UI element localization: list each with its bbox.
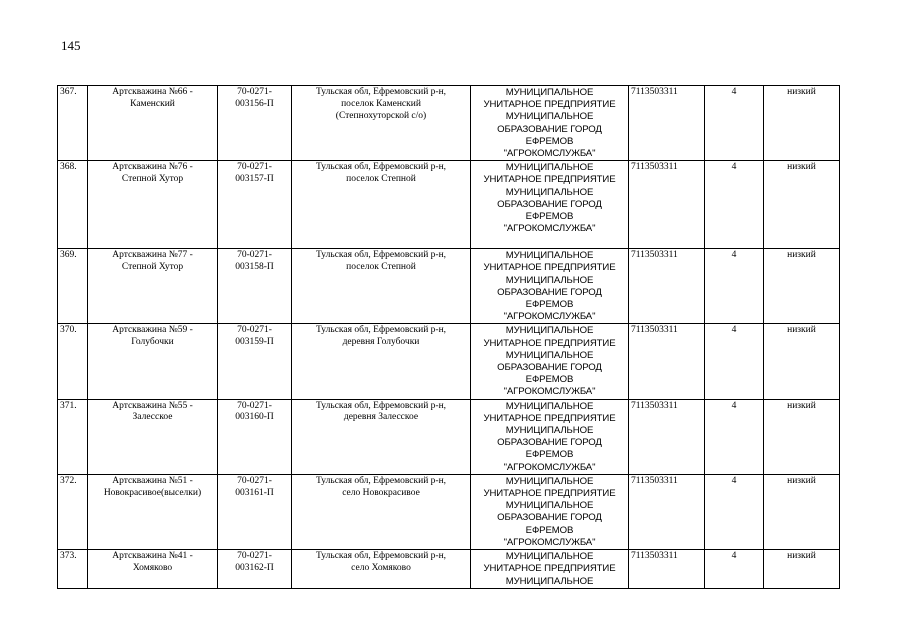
table-row [58, 161, 840, 249]
object-code-cell-line: 70-0271- [237, 87, 272, 97]
object-code-cell-line: 70-0271- [237, 162, 272, 173]
address-cell-line: Тульская обл, Ефремовский р-н, [315, 475, 447, 486]
object-name-cell-line: Артскважина №76 - [112, 162, 193, 173]
category-cell: 4 [705, 550, 764, 589]
object-code-cell-line: 70-0271- [237, 551, 272, 562]
organization-cell-line: МУНИЦИПАЛЬНОЕ [505, 162, 594, 174]
object-code-cell [218, 86, 292, 161]
organization-cell-line: ЕФРЕМОВ [525, 374, 574, 386]
organization-cell [471, 161, 629, 249]
organization-cell-line: ОБРАЗОВАНИЕ ГОРОД [497, 437, 602, 449]
inn-cell: 7113503311 [629, 161, 705, 249]
object-name-cell [88, 324, 218, 399]
category-cell: 4 [705, 249, 764, 324]
object-code-cell [218, 550, 292, 589]
object-name-cell-line: Артскважина №51 - [112, 475, 193, 486]
organization-cell-line: ЕФРЕМОВ [525, 449, 574, 461]
organization-cell-line: ОБРАЗОВАНИЕ ГОРОД [497, 123, 602, 135]
organization-cell-line: "АГРОКОМСЛУЖБА" [503, 386, 596, 398]
risk-level-cell: низкий [764, 249, 840, 324]
object-code-cell-line: 70-0271- [237, 400, 272, 411]
organization-cell [471, 249, 629, 324]
organization-cell-line: ЕФРЕМОВ [525, 524, 574, 536]
object-code-cell-line: 70-0271- [237, 325, 272, 336]
organization-cell-line: МУНИЦИПАЛЬНОЕ [505, 325, 594, 337]
table-row [58, 86, 840, 161]
table-row [58, 324, 840, 399]
registry-body [58, 86, 840, 589]
organization-cell-line: МУНИЦИПАЛЬНОЕ [505, 500, 594, 512]
row-number-cell: 373. [58, 550, 88, 589]
risk-level-cell: низкий [764, 399, 840, 474]
object-name-cell-line: Степной Хутор [121, 174, 184, 185]
address-cell [292, 324, 471, 399]
address-cell-line: село Хомяково [351, 562, 411, 573]
organization-cell-line: МУНИЦИПАЛЬНОЕ [505, 87, 594, 98]
organization-cell-line: УНИТАРНОЕ ПРЕДПРИЯТИЕ [483, 412, 616, 424]
object-name-cell-line: Артскважина №77 - [112, 250, 193, 261]
row-number-cell: 369. [58, 249, 88, 324]
inn-cell: 7113503311 [629, 324, 705, 399]
row-number-cell: 368. [58, 161, 88, 249]
address-cell-line: Тульская обл, Ефремовский р-н, [315, 87, 447, 97]
organization-cell-line: МУНИЦИПАЛЬНОЕ [505, 400, 594, 412]
organization-cell-line: МУНИЦИПАЛЬНОЕ [505, 274, 594, 286]
address-cell-line: поселок Степной [346, 174, 416, 185]
organization-cell-line: ЕФРЕМОВ [525, 135, 574, 147]
inn-cell: 7113503311 [629, 86, 705, 161]
organization-cell-line: ЕФРЕМОВ [525, 211, 574, 223]
address-cell-line: Тульская обл, Ефремовский р-н, [315, 325, 447, 336]
organization-cell-line: МУНИЦИПАЛЬНОЕ [505, 186, 594, 198]
address-cell-line: деревня Залесское [343, 412, 419, 423]
object-name-cell-line: Артскважина №41 - [112, 551, 193, 562]
organization-cell-line: "АГРОКОМСЛУЖБА" [503, 148, 596, 160]
organization-cell-line: УНИТАРНОЕ ПРЕДПРИЯТИЕ [483, 337, 616, 349]
object-code-cell-line: 70-0271- [237, 250, 272, 261]
organization-cell-line: УНИТАРНОЕ ПРЕДПРИЯТИЕ [483, 99, 616, 111]
address-cell [292, 550, 471, 589]
organization-cell-line: УНИТАРНОЕ ПРЕДПРИЯТИЕ [483, 563, 616, 575]
address-cell-line: Тульская обл, Ефремовский р-н, [315, 162, 447, 173]
address-cell-line: поселок Каменский [341, 98, 421, 109]
address-cell-line: поселок Степной [346, 262, 416, 273]
organization-cell-line: ОБРАЗОВАНИЕ ГОРОД [497, 198, 602, 210]
table-row [58, 474, 840, 549]
object-code-cell-line: 70-0271- [237, 475, 272, 486]
object-code-cell-line: 003162-П [235, 562, 274, 573]
organization-cell-line: МУНИЦИПАЛЬНОЕ [505, 250, 594, 262]
object-code-cell-line: 003161-П [235, 487, 274, 498]
address-cell-line: (Степнохуторской с/о) [335, 110, 427, 121]
object-name-cell-line: Артскважина №55 - [112, 400, 193, 411]
row-number-cell: 370. [58, 324, 88, 399]
address-cell [292, 399, 471, 474]
object-name-cell [88, 86, 218, 161]
organization-cell [471, 86, 629, 161]
organization-cell-line: МУНИЦИПАЛЬНОЕ [505, 551, 594, 563]
organization-cell [471, 550, 629, 589]
organization-cell-line: УНИТАРНОЕ ПРЕДПРИЯТИЕ [483, 488, 616, 500]
organization-cell [471, 474, 629, 549]
address-cell [292, 161, 471, 249]
object-name-cell-line: Голубочки [131, 337, 174, 348]
object-code-cell-line: 003158-П [235, 262, 274, 273]
organization-cell-line: "АГРОКОМСЛУЖБА" [503, 311, 596, 323]
organization-cell-line: МУНИЦИПАЛЬНОЕ [505, 575, 594, 587]
object-code-cell [218, 161, 292, 249]
address-cell [292, 86, 471, 161]
category-cell: 4 [705, 86, 764, 161]
object-code-cell [218, 399, 292, 474]
object-code-cell-line: 003157-П [235, 174, 274, 185]
table-row [58, 550, 840, 589]
organization-cell-line: "АГРОКОМСЛУЖБА" [503, 223, 596, 235]
registry-table [57, 85, 840, 589]
organization-cell-line: УНИТАРНОЕ ПРЕДПРИЯТИЕ [483, 174, 616, 186]
object-name-cell-line: Артскважина №66 - [112, 87, 193, 97]
category-cell: 4 [705, 161, 764, 249]
organization-cell-line: МУНИЦИПАЛЬНОЕ [505, 425, 594, 437]
object-code-cell [218, 249, 292, 324]
row-number-cell: 372. [58, 474, 88, 549]
object-name-cell-line: Хомяково [132, 562, 173, 573]
inn-cell: 7113503311 [629, 249, 705, 324]
risk-level-cell: низкий [764, 324, 840, 399]
risk-level-cell: низкий [764, 474, 840, 549]
row-number-cell: 371. [58, 399, 88, 474]
organization-cell-line: "АГРОКОМСЛУЖБА" [503, 461, 596, 473]
address-cell [292, 249, 471, 324]
organization-cell-line: МУНИЦИПАЛЬНОЕ [505, 349, 594, 361]
object-name-cell [88, 550, 218, 589]
organization-cell-line: ОБРАЗОВАНИЕ ГОРОД [497, 512, 602, 524]
organization-cell-line: МУНИЦИПАЛЬНОЕ [505, 475, 594, 487]
object-name-cell-line: Каменский [130, 98, 175, 109]
object-name-cell-line: Степной Хутор [121, 262, 184, 273]
address-cell-line: Тульская обл, Ефремовский р-н, [315, 250, 447, 261]
risk-level-cell: низкий [764, 161, 840, 249]
organization-cell-line: ОБРАЗОВАНИЕ ГОРОД [497, 362, 602, 374]
page-number: 145 [61, 38, 81, 53]
organization-cell-line: МУНИЦИПАЛЬНОЕ [505, 111, 594, 123]
organization-cell [471, 324, 629, 399]
risk-level-cell: низкий [764, 550, 840, 589]
object-name-cell-line: Новокрасивое(выселки) [103, 487, 202, 498]
table-row [58, 249, 840, 324]
object-name-cell [88, 474, 218, 549]
address-cell-line: деревня Голубочки [342, 337, 420, 348]
address-cell-line: Тульская обл, Ефремовский р-н, [315, 400, 447, 411]
category-cell: 4 [705, 474, 764, 549]
object-name-cell [88, 161, 218, 249]
address-cell [292, 474, 471, 549]
category-cell: 4 [705, 399, 764, 474]
object-name-cell-line: Залесское [132, 412, 173, 423]
organization-cell [471, 399, 629, 474]
organization-cell-line: ЕФРЕМОВ [525, 299, 574, 311]
object-code-cell-line: 003160-П [235, 412, 274, 423]
address-cell-line: Тульская обл, Ефремовский р-н, [315, 551, 447, 562]
category-cell: 4 [705, 324, 764, 399]
object-code-cell-line: 003156-П [235, 98, 274, 109]
organization-cell-line: ОБРАЗОВАНИЕ ГОРОД [497, 286, 602, 298]
organization-cell-line: УНИТАРНОЕ ПРЕДПРИЯТИЕ [483, 262, 616, 274]
object-code-cell-line: 003159-П [235, 337, 274, 348]
object-code-cell [218, 474, 292, 549]
object-name-cell [88, 249, 218, 324]
row-number-cell: 367. [58, 86, 88, 161]
table-row [58, 399, 840, 474]
risk-level-cell: низкий [764, 86, 840, 161]
organization-cell-line: "АГРОКОМСЛУЖБА" [503, 536, 596, 548]
address-cell-line: село Новокрасивое [342, 487, 420, 498]
inn-cell: 7113503311 [629, 399, 705, 474]
inn-cell: 7113503311 [629, 550, 705, 589]
object-name-cell-line: Артскважина №59 - [112, 325, 193, 336]
object-code-cell [218, 324, 292, 399]
object-name-cell [88, 399, 218, 474]
inn-cell: 7113503311 [629, 474, 705, 549]
